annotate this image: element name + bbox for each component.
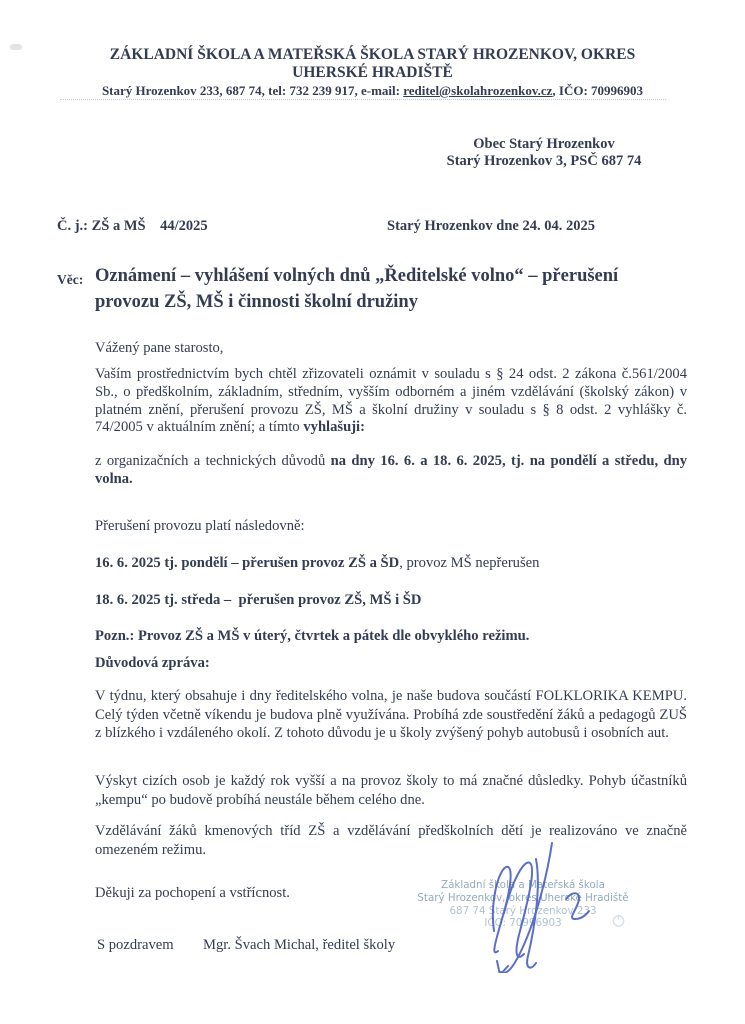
schedule-item-wednesday: 18. 6. 2025 tj. středa – přerušen provoz ZŠ, MŠ i ŠD: [95, 592, 422, 608]
schedule-item-monday-text: , provoz MŠ nepřerušen: [399, 555, 540, 571]
paragraph-legal-basis: [95, 366, 687, 437]
report-paragraph-3: Vzdělávání žáků kmenových tříd ZŠ a vzdělávání předškolních dětí je realizováno ve značně omezeném režimu.: [95, 823, 687, 858]
letterhead-contact-line: [0, 83, 745, 99]
closing-phrase: S pozdravem: [97, 937, 174, 953]
stamp-line1: Základní škola a Mateřská škola: [441, 879, 605, 891]
schedule-item-monday: [95, 554, 687, 572]
paragraph-legal-basis-emphasis: vyhlašuji:: [303, 419, 365, 436]
subject-label: Věc:: [57, 272, 84, 287]
paragraph-declared-days-text: z organizačních a technických důvodů: [95, 453, 331, 469]
school-name-line1: ZÁKLADNÍ ŠKOLA A MATEŘSKÁ ŠKOLA STARÝ HROZENKOV, OKRES: [109, 46, 636, 63]
signature-icon: [448, 831, 600, 973]
paragraph-declared-days-emphasis: na dny 16. 6. a 18. 6. 2025, tj. na pondělí a středu, dny volna.: [95, 453, 687, 487]
schedule-note: Pozn.: Provoz ZŠ a MŠ v úterý, čtvrtek a pátek dle obvyklého režimu.: [95, 628, 530, 644]
addressee-name: Obec Starý Hrozenkov: [473, 136, 615, 152]
report-paragraph-1: V týdnu, který obsahuje i dny ředitelského volna, je naše budova součástí FOLKLORIKA KEMPU. Celý týden včetně víkendu je budova plně využívána. Probíhá zde soustředění žáků a pedagogů ZUŠ z blízkého i vzdáleného okolí. Z tohoto důvodu je u školy zvýšený pohyb autobusů i osobních aut.: [95, 688, 687, 742]
salutation: Vážený pane starosto,: [95, 340, 224, 356]
letterhead: [0, 46, 745, 82]
addressee-address: Starý Hrozenkov 3, PSČ 687 74: [446, 152, 642, 169]
schedule-intro: Přerušení provozu platí následovně:: [95, 518, 305, 534]
contact-suffix: , IČO: 70996903: [552, 83, 644, 98]
signer-name: Mgr. Švach Michal, ředitel školy: [203, 937, 396, 953]
paragraph-legal-basis-text: Vaším prostřednictvím bych chtěl zřizovateli oznámit v souladu s § 24 odst. 2 zákona č.561/2004 Sb., o předškolním, základním, středním, vyšším odborném a jiném vzdělávání (školský zákon) v platném znění, přerušení provozu ZŠ, MŠ a školní družiny v souladu s § 8 odst. 2 vyhlášky č. 74/2005 v aktuálním znění; a tímto: [95, 366, 687, 436]
subject-text: Oznámení – vyhlášení volných dnů „Ředitelské volno“ – přerušení provozu ZŠ, MŠ i činnosti školní družiny: [95, 266, 619, 312]
header-divider: [60, 99, 666, 100]
stamp-emblem-power-icon: [611, 913, 626, 928]
reference-number: Č. j.: ZŠ a MŠ 44/2025: [57, 218, 208, 234]
paragraph-declared-days: [95, 452, 687, 488]
school-name-line2: UHERSKÉ HRADIŠTĚ: [292, 64, 453, 81]
report-paragraph-2: Výskyt cizích osob je každý rok vyšší a na provoz školy to má značné důsledky. Pohyb účastníků „kempu“ po budově probíhá neustále během celého dne.: [95, 773, 687, 808]
thanks-line: Děkuji za pochopení a vstřícnost.: [95, 885, 290, 901]
contact-email: reditel@skolahrozenkov.cz: [403, 83, 553, 98]
stamp-line2: Starý Hrozenkov, okres Uherské Hradiště: [417, 891, 629, 904]
stamp-line3: 687 74 Starý Hrozenkov 233: [449, 904, 597, 917]
letter-date: Starý Hrozenkov dne 24. 04. 2025: [387, 218, 595, 234]
schedule-item-monday-emphasis: 16. 6. 2025 tj. pondělí – přerušen provoz ZŠ a ŠD: [95, 555, 400, 571]
report-heading: Důvodová zpráva:: [95, 655, 210, 671]
addressee-block: [428, 136, 660, 169]
stamp-line4: IČO: 70996903: [484, 917, 562, 930]
contact-prefix: Starý Hrozenkov 233, 687 74, tel: 732 239 917, e-mail:: [101, 83, 404, 98]
